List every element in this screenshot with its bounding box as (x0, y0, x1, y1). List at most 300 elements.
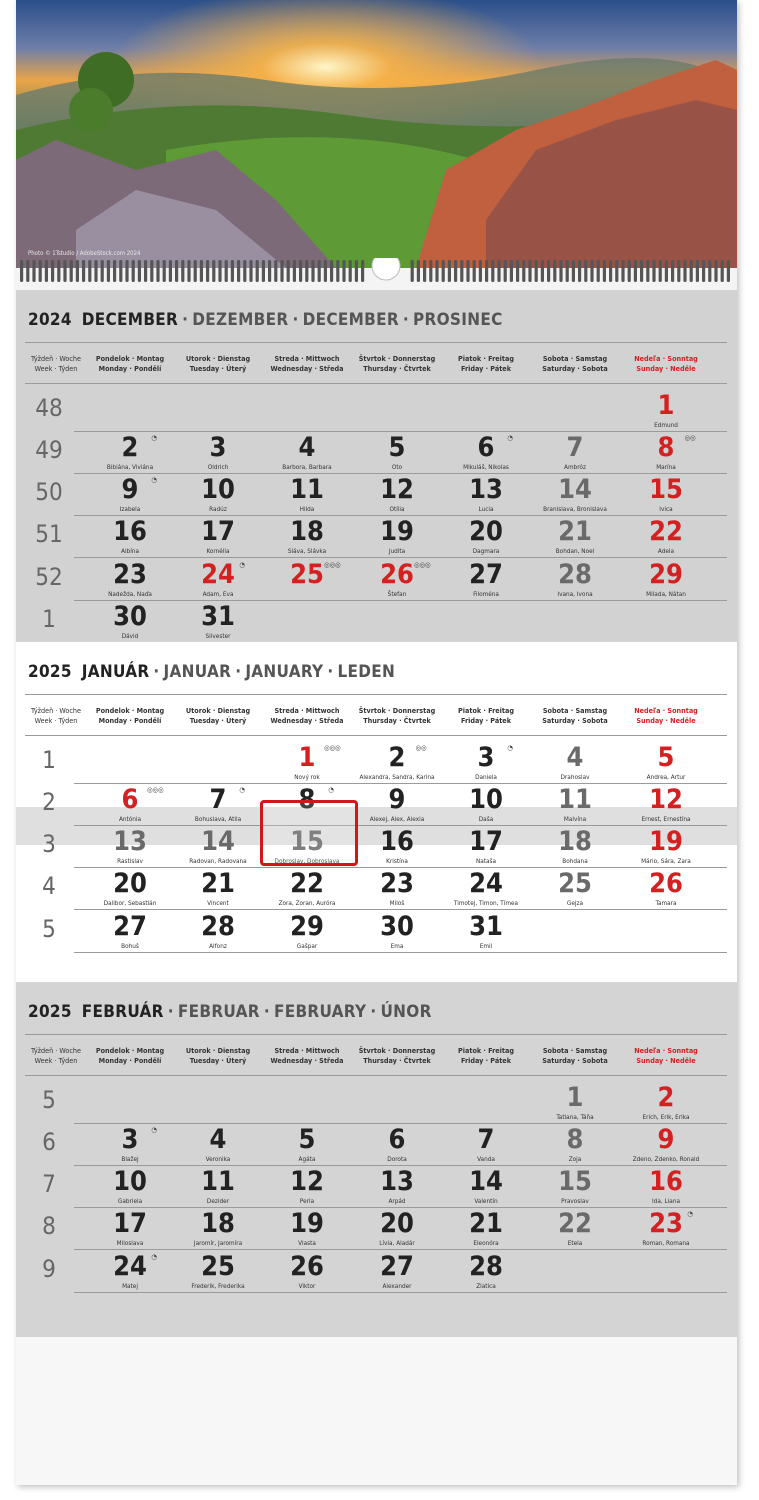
day-number: 20 (113, 868, 147, 899)
day-cell[interactable] (85, 912, 175, 950)
day-number: 21 (201, 868, 235, 899)
spiral-ring (51, 260, 54, 282)
day-number: 26 (290, 1251, 324, 1282)
spiral-ring (671, 260, 674, 282)
day-cell[interactable] (352, 912, 442, 950)
day-cell[interactable] (173, 475, 263, 513)
day-header (352, 354, 442, 374)
name-day: Albína (121, 547, 139, 555)
day-cell[interactable] (173, 1252, 263, 1290)
name-day: Milada, Nátan (646, 590, 686, 598)
spiral-ring (212, 260, 215, 282)
day-cell[interactable] (173, 560, 263, 598)
day-cell[interactable] (262, 560, 352, 590)
name-day: Bohdana (562, 857, 588, 865)
title-separator: · (370, 1002, 377, 1022)
name-day: Frederik, Frederika (191, 1282, 245, 1290)
day-header-line: Friday · Pátek (461, 716, 511, 725)
name-day: Nový rok (294, 773, 320, 781)
day-cell[interactable] (85, 1125, 175, 1163)
day-number: 24 (113, 1251, 147, 1282)
day-header-line: Monday · Pondělí (98, 716, 162, 725)
day-cell[interactable] (621, 1167, 711, 1205)
spiral-ring (541, 260, 544, 282)
day-cell[interactable] (173, 785, 263, 823)
spiral-ring (318, 260, 321, 282)
day-cell[interactable] (352, 785, 442, 823)
spiral-ring (578, 260, 581, 282)
day-number: 2 (121, 432, 139, 463)
spiral-ring (293, 260, 296, 282)
week-header-line: Týždeň · Woche (31, 1046, 81, 1055)
day-number: 23 (380, 868, 414, 899)
day-number: 19 (649, 826, 683, 857)
day-header (262, 354, 352, 374)
name-day: Ernest, Ernestína (641, 815, 691, 823)
day-cell[interactable] (352, 1167, 442, 1205)
day-cell[interactable] (441, 869, 531, 907)
day-cell[interactable] (352, 1125, 442, 1163)
name-day: Ema (390, 942, 404, 950)
day-cell[interactable] (262, 475, 352, 513)
day-cell[interactable] (530, 560, 620, 598)
day-cell[interactable] (530, 475, 620, 513)
day-number: 11 (290, 474, 324, 505)
spiral-ring (218, 260, 221, 282)
day-header-line: Streda · Mittwoch (274, 354, 340, 363)
name-day: Rastislav (117, 857, 143, 865)
week-header-line: Week · Týden (34, 1056, 78, 1065)
week-header (26, 354, 86, 374)
day-cell[interactable] (621, 391, 711, 429)
name-day: Adam, Eva (202, 590, 234, 598)
name-day: Blažej (121, 1155, 139, 1163)
name-day: Marína (656, 463, 676, 471)
week-header (26, 706, 86, 726)
day-number: 27 (113, 911, 147, 942)
day-cell[interactable] (352, 743, 442, 781)
name-day: Timotej, Timon, Tímea (453, 899, 519, 907)
name-day: Filoména (473, 590, 499, 598)
day-cell[interactable] (173, 1209, 263, 1247)
day-cell[interactable] (441, 912, 531, 950)
day-header (621, 706, 711, 726)
divider (25, 735, 727, 736)
spiral-ring (150, 260, 153, 282)
divider (25, 1075, 727, 1076)
week-number: 52 (35, 563, 63, 591)
day-cell[interactable] (441, 1167, 531, 1205)
day-cell[interactable] (352, 560, 442, 598)
day-header-line: Friday · Pátek (461, 1056, 511, 1065)
spiral-ring (88, 260, 91, 282)
day-number: 19 (290, 1208, 324, 1239)
day-cell[interactable] (621, 869, 711, 907)
name-day: Ida, Liana (651, 1197, 680, 1205)
day-cell[interactable] (352, 827, 442, 865)
day-header-line: Sobota · Samstag (542, 1046, 608, 1055)
day-cell[interactable] (530, 1083, 620, 1121)
day-number: 14 (469, 1166, 503, 1197)
day-cell[interactable] (530, 1125, 620, 1163)
day-header-line: Pondelok · Montag (95, 1046, 165, 1055)
holiday-symbol-icon: ◎◎◎ (414, 561, 431, 569)
name-day: Jaromír, Jaromíra (193, 1239, 243, 1247)
day-cell[interactable] (173, 912, 263, 950)
spiral-ring (572, 260, 575, 282)
spiral-ring (45, 260, 48, 282)
spiral-ring (479, 260, 482, 282)
spiral-ring (714, 260, 717, 282)
day-header-line: Sunday · Neděle (636, 1056, 696, 1065)
day-number: 27 (469, 559, 503, 590)
day-cell[interactable] (85, 1252, 175, 1290)
day-number: 12 (290, 1166, 324, 1197)
month-section (16, 642, 737, 982)
day-cell[interactable] (621, 433, 711, 471)
day-cell[interactable] (173, 517, 263, 555)
day-cell[interactable] (441, 827, 531, 865)
day-number: 17 (113, 1208, 147, 1239)
day-header (530, 1046, 620, 1066)
day-cell[interactable] (173, 869, 263, 907)
day-cell[interactable] (262, 1252, 352, 1290)
month-name-translation: DEZEMBER (192, 310, 289, 330)
spiral-ring (497, 260, 500, 282)
day-cell[interactable] (85, 827, 175, 865)
day-cell[interactable] (441, 1252, 531, 1290)
day-number: 2 (388, 742, 406, 773)
spiral-ring (522, 260, 525, 282)
day-cell[interactable] (441, 743, 531, 781)
day-header (352, 706, 442, 726)
day-cell[interactable] (173, 827, 263, 865)
day-header-line: Tuesday · Úterý (189, 364, 247, 373)
day-number: 8 (566, 1124, 584, 1155)
month-year: 2025 (28, 662, 72, 682)
week-number: 5 (42, 1086, 56, 1114)
day-header-line: Saturday · Sobota (542, 716, 608, 725)
spiral-ring (721, 260, 724, 282)
name-day: Mikuláš, Nikolas (463, 463, 509, 471)
day-cell[interactable] (530, 433, 620, 471)
spiral-ring (194, 260, 197, 282)
spiral-ring (535, 260, 538, 282)
name-day: Zdeno, Zdenko, Ronald (632, 1155, 700, 1163)
week-number: 50 (35, 478, 63, 506)
divider (25, 1034, 727, 1035)
week-number: 1 (42, 605, 56, 633)
month-title (28, 310, 503, 330)
day-number: 28 (558, 559, 592, 590)
day-cell[interactable] (262, 517, 352, 555)
week-number: 6 (42, 1128, 56, 1156)
day-header-line: Wednesday · Středa (270, 364, 344, 373)
day-cell[interactable] (262, 1125, 352, 1163)
day-header (262, 706, 352, 726)
day-number: 18 (290, 516, 324, 547)
day-number: 1 (566, 1082, 584, 1113)
day-cell[interactable] (441, 475, 531, 513)
day-header-line: Thursday · Čtvrtek (363, 716, 431, 725)
day-number: 16 (380, 826, 414, 857)
day-number: 31 (201, 601, 235, 632)
day-cell[interactable] (352, 1252, 442, 1290)
week-header-line: Week · Týden (34, 716, 78, 725)
spiral-ring (640, 260, 643, 282)
spiral-ring (528, 260, 531, 282)
spiral-ring (417, 260, 420, 282)
spiral-ring (603, 260, 606, 282)
day-number: 16 (113, 516, 147, 547)
spiral-ring (485, 260, 488, 282)
day-header-line: Nedeľa · Sonntag (634, 1046, 698, 1055)
day-cell[interactable] (173, 1125, 263, 1163)
day-cell[interactable] (262, 1209, 352, 1247)
day-number: 27 (380, 1251, 414, 1282)
month-title (28, 662, 395, 682)
day-cell[interactable] (173, 1167, 263, 1205)
spiral-ring (628, 260, 631, 282)
day-cell[interactable] (441, 785, 531, 823)
name-day: Erich, Erik, Erika (642, 1113, 690, 1121)
day-number: 25 (290, 559, 324, 590)
name-day: Mário, Sára, Zara (641, 857, 691, 865)
day-cell[interactable] (262, 869, 352, 907)
day-cell[interactable] (621, 475, 711, 513)
holiday-symbol-icon: ◎◎◎ (324, 744, 341, 752)
spiral-ring (132, 260, 135, 282)
day-cell[interactable] (441, 560, 531, 598)
day-cell[interactable] (621, 1209, 711, 1247)
day-header-line: Piatok · Freitag (458, 354, 514, 363)
day-number: 6 (477, 432, 495, 463)
day-cell[interactable] (621, 785, 711, 823)
spiral-ring (76, 260, 79, 282)
day-cell[interactable] (173, 433, 263, 471)
spiral-ring (200, 260, 203, 282)
name-day: Drahoslav (560, 773, 590, 781)
day-cell[interactable] (621, 827, 711, 865)
title-separator: · (182, 310, 189, 330)
day-cell[interactable] (262, 912, 352, 950)
day-number: 4 (298, 432, 316, 463)
week-header-line: Týždeň · Woche (31, 354, 81, 363)
day-header (621, 1046, 711, 1066)
day-number: 12 (380, 474, 414, 505)
name-day: Dávid (121, 632, 139, 640)
day-cell[interactable] (85, 785, 175, 823)
month-name-translation: DECEMBER (302, 310, 399, 330)
spiral-ring (237, 260, 240, 282)
name-day: Matej (122, 1282, 138, 1290)
day-cell[interactable] (85, 1209, 175, 1247)
name-day: Lívia, Aladár (379, 1239, 415, 1247)
day-cell[interactable] (85, 602, 175, 640)
title-separator: · (167, 1002, 174, 1022)
day-header-line: Sunday · Neděle (636, 716, 696, 725)
day-number: 13 (113, 826, 147, 857)
day-cell[interactable] (352, 475, 442, 513)
name-day: Alexander (382, 1282, 412, 1290)
holiday-symbol-icon: ◎◎ (684, 434, 696, 442)
holiday-symbol-icon: ◔ (239, 786, 245, 794)
day-cell[interactable] (530, 827, 620, 865)
spiral-ring (94, 260, 97, 282)
name-day: Silvester (205, 632, 231, 640)
day-cell[interactable] (85, 517, 175, 555)
day-header-line: Wednesday · Středa (270, 1056, 344, 1065)
name-day: Antónia (118, 815, 142, 823)
day-cell[interactable] (530, 1209, 620, 1247)
day-cell[interactable] (621, 1083, 711, 1121)
day-cell[interactable] (621, 1125, 711, 1163)
day-cell[interactable] (352, 517, 442, 555)
day-cell[interactable] (85, 475, 175, 513)
spiral-ring (361, 260, 364, 282)
holiday-symbol-icon: ◔ (151, 476, 157, 484)
day-cell[interactable] (352, 433, 442, 471)
day-cell[interactable] (262, 1167, 352, 1205)
spiral-binding (16, 258, 737, 290)
month-name-translation: JANUAR (163, 662, 232, 682)
day-cell[interactable] (441, 1125, 531, 1163)
row-divider (74, 1292, 727, 1293)
day-number: 29 (290, 911, 324, 942)
day-cell[interactable] (621, 560, 711, 598)
day-cell[interactable] (352, 869, 442, 907)
day-cell[interactable] (85, 1167, 175, 1205)
spiral-ring (181, 260, 184, 282)
day-number: 25 (201, 1251, 235, 1282)
day-number: 18 (201, 1208, 235, 1239)
day-cell[interactable] (262, 743, 352, 781)
day-cell[interactable] (530, 1167, 620, 1205)
day-header (441, 706, 531, 726)
spiral-ring (342, 260, 345, 282)
day-number: 14 (201, 826, 235, 857)
day-cell[interactable] (530, 517, 620, 555)
day-number: 26 (649, 868, 683, 899)
holiday-symbol-icon: ◎◎◎ (324, 561, 341, 569)
name-day: Otília (389, 505, 405, 513)
spiral-ring (516, 260, 519, 282)
spiral-ring (696, 260, 699, 282)
spiral-ring (659, 260, 662, 282)
spiral-ring (466, 260, 469, 282)
day-header-line: Monday · Pondělí (98, 1056, 162, 1065)
name-day: Agáta (298, 1155, 316, 1163)
day-cell[interactable] (85, 869, 175, 907)
day-header-line: Friday · Pátek (461, 364, 511, 373)
day-number: 1 (298, 742, 316, 773)
day-header-line: Tuesday · Úterý (189, 716, 247, 725)
day-number: 17 (469, 826, 503, 857)
name-day: Viktor (298, 1282, 316, 1290)
day-cell[interactable] (441, 517, 531, 555)
spiral-ring (423, 260, 426, 282)
name-day: Izabela (119, 505, 141, 513)
title-separator: · (263, 1002, 270, 1022)
day-cell[interactable] (173, 602, 263, 640)
name-day: Oto (391, 463, 403, 471)
spiral-ring (63, 260, 66, 282)
name-day: Ivica (659, 505, 673, 513)
spiral-ring (107, 260, 110, 282)
day-header-line: Pondelok · Montag (95, 354, 165, 363)
day-number: 20 (380, 1208, 414, 1239)
day-header-line: Sobota · Samstag (542, 706, 608, 715)
day-header-line: Štvrtok · Donnerstag (358, 1046, 436, 1055)
day-cell[interactable] (621, 517, 711, 555)
spiral-ring (609, 260, 612, 282)
day-cell[interactable] (85, 560, 175, 598)
day-number: 7 (477, 1124, 495, 1155)
name-day: Lucia (478, 505, 494, 513)
row-divider (74, 1249, 727, 1250)
name-day: Emil (479, 942, 493, 950)
day-number: 9 (121, 474, 139, 505)
landscape-illustration (16, 0, 737, 268)
spiral-ring (20, 260, 23, 282)
spiral-ring (39, 260, 42, 282)
day-header-line: Streda · Mittwoch (274, 706, 340, 715)
day-number: 5 (388, 432, 406, 463)
spiral-ring (101, 260, 104, 282)
day-number: 18 (558, 826, 592, 857)
day-number: 9 (388, 784, 406, 815)
month-name-translation: ÚNOR (380, 1002, 432, 1022)
day-number: 15 (290, 826, 324, 857)
week-number: 8 (42, 1212, 56, 1240)
day-cell[interactable] (530, 869, 620, 907)
day-header-line: Utorok · Dienstag (185, 354, 251, 363)
day-cell[interactable] (262, 433, 352, 471)
name-day: Hilda (299, 505, 315, 513)
name-day: Alexej, Alex, Alexia (369, 815, 425, 823)
day-header (173, 354, 263, 374)
day-cell[interactable] (530, 785, 620, 823)
week-number: 2 (42, 788, 56, 816)
day-cell[interactable] (621, 743, 711, 781)
today-marker (260, 800, 358, 866)
spiral-ring (336, 260, 339, 282)
day-number: 22 (558, 1208, 592, 1239)
spiral-ring (429, 260, 432, 282)
spiral-ring (57, 260, 60, 282)
day-cell[interactable] (352, 1209, 442, 1247)
day-number: 22 (649, 516, 683, 547)
day-number: 8 (298, 784, 316, 815)
day-header (85, 1046, 175, 1066)
day-cell[interactable] (441, 433, 531, 471)
spiral-ring (274, 260, 277, 282)
name-day: Etela (567, 1239, 583, 1247)
day-cell[interactable] (441, 1209, 531, 1247)
day-cell[interactable] (530, 743, 620, 781)
spiral-ring (510, 260, 513, 282)
divider (25, 694, 727, 695)
day-number: 10 (201, 474, 235, 505)
spiral-ring (330, 260, 333, 282)
spiral-ring (225, 260, 228, 282)
spiral-ring (305, 260, 308, 282)
calendar-bottom-strip (16, 1337, 737, 1485)
spiral-ring (280, 260, 283, 282)
spiral-ring (268, 260, 271, 282)
spiral-ring (547, 260, 550, 282)
day-cell[interactable] (85, 433, 175, 471)
